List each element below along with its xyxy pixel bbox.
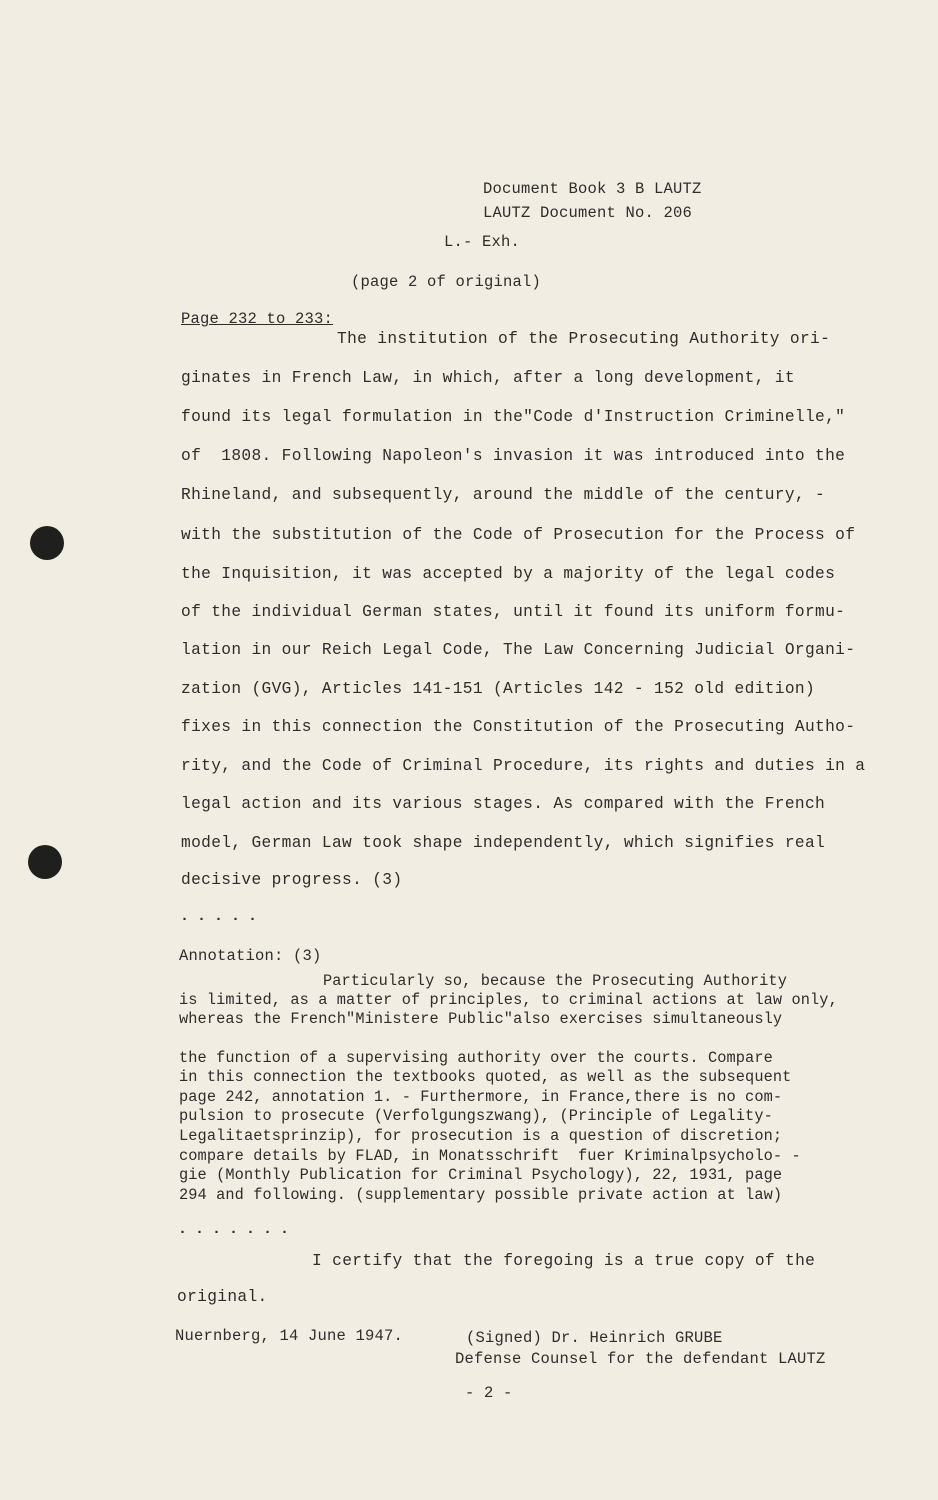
- doc-number: LAUTZ Document No. 206: [483, 204, 693, 222]
- doc-book-ref: Document Book 3 B LAUTZ: [483, 180, 702, 198]
- annotation-line: page 242, annotation 1. - Furthermore, in France,there is no com-: [179, 1088, 783, 1106]
- body-line: decisive progress. (3): [181, 871, 403, 889]
- separator-dots: .....: [180, 908, 266, 925]
- punch-hole-top: [30, 526, 64, 560]
- body-line: with the substitution of the Code of Prosecution for the Process of: [181, 526, 856, 544]
- signer-role: Defense Counsel for the defendant LAUTZ: [455, 1350, 826, 1368]
- body-line: lation in our Reich Legal Code, The Law Concerning Judicial Organi-: [181, 641, 856, 659]
- body-line: The institution of the Prosecuting Authority ori-: [337, 330, 831, 348]
- body-line: Rhineland, and subsequently, around the middle of the century, -: [181, 486, 826, 504]
- annotation-line: pulsion to prosecute (Verfolgungszwang), (Principle of Legality-: [179, 1107, 773, 1125]
- body-line: of the individual German states, until it found its uniform formu-: [181, 603, 846, 621]
- annotation-line: Legalitaetsprinzip), for prosecution is a question of discretion;: [179, 1127, 783, 1145]
- body-line: the Inquisition, it was accepted by a majority of the legal codes: [181, 565, 836, 583]
- page-number: - 2 -: [465, 1384, 513, 1402]
- body-line: fixes in this connection the Constitution of the Prosecuting Autho-: [181, 718, 856, 736]
- body-line: legal action and its various stages. As compared with the French: [181, 795, 826, 813]
- body-line: of 1808. Following Napoleon's invasion it was introduced into the: [181, 447, 846, 465]
- exhibit-label: L.- Exh.: [444, 233, 521, 251]
- place-date: Nuernberg, 14 June 1947.: [175, 1327, 404, 1345]
- body-line: model, German Law took shape independently, which signifies real: [181, 834, 826, 852]
- annotation-line: Particularly so, because the Prosecuting Authority: [323, 972, 787, 990]
- separator-dots: .......: [178, 1221, 298, 1238]
- body-line: rity, and the Code of Criminal Procedure, its rights and duties in a: [181, 757, 866, 775]
- annotation-title: Annotation: (3): [179, 947, 322, 965]
- page-of-original: (page 2 of original): [351, 273, 542, 291]
- certification-line: original.: [177, 1288, 268, 1306]
- body-line: zation (GVG), Articles 141-151 (Articles 142 - 152 old edition): [181, 680, 816, 698]
- annotation-line: is limited, as a matter of principles, to criminal actions at law only,: [179, 991, 838, 1009]
- signature: (Signed) Dr. Heinrich GRUBE: [466, 1329, 723, 1347]
- section-heading: Page 232 to 233:: [181, 310, 334, 328]
- certification-line: I certify that the foregoing is a true copy of the: [312, 1252, 816, 1270]
- annotation-line: gie (Monthly Publication for Criminal Psychology), 22, 1931, page: [179, 1166, 783, 1184]
- punch-hole-bottom: [28, 845, 62, 879]
- annotation-line: whereas the French"Ministere Public"also exercises simultaneously: [179, 1010, 783, 1028]
- body-line: ginates in French Law, in which, after a long development, it: [181, 369, 795, 387]
- body-line: found its legal formulation in the"Code d'Instruction Criminelle,": [181, 408, 846, 426]
- annotation-line: in this connection the textbooks quoted, as well as the subsequent: [179, 1068, 792, 1086]
- annotation-line: compare details by FLAD, in Monatsschrift fuer Kriminalpsycholo- -: [179, 1147, 801, 1165]
- annotation-line: the function of a supervising authority over the courts. Compare: [179, 1049, 773, 1067]
- annotation-line: 294 and following. (supplementary possible private action at law): [179, 1186, 783, 1204]
